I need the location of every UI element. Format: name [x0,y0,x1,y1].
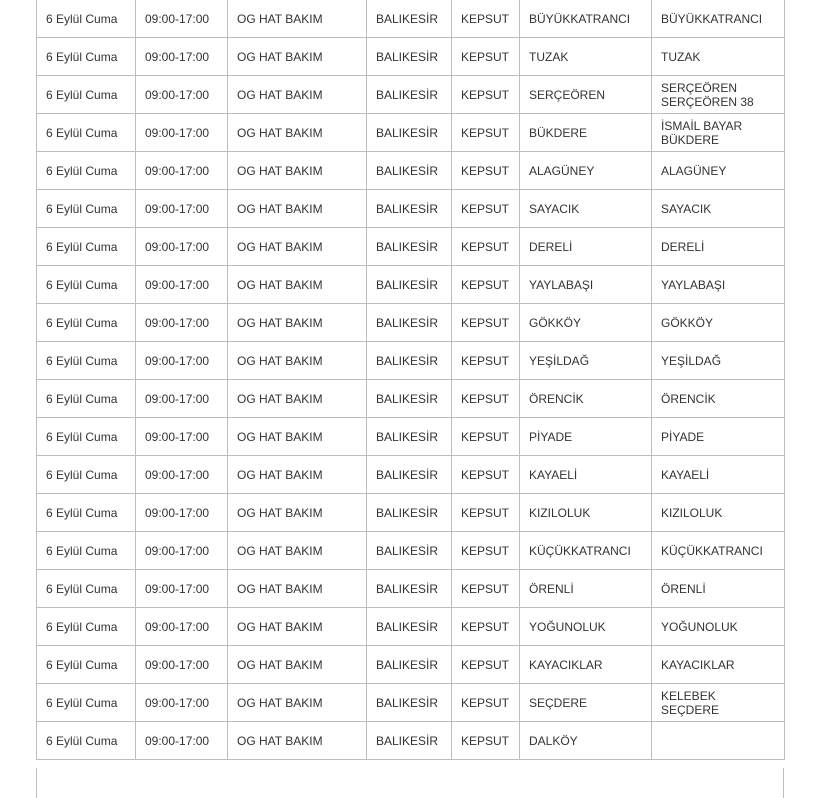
time-cell: 09:00-17:00 [136,190,228,228]
time-cell: 09:00-17:00 [136,532,228,570]
neighborhood-cell [652,494,785,532]
city-cell: BALIKESİR [367,494,452,532]
date-cell: 6 Eylül Cuma [37,380,136,418]
date-cell: 6 Eylül Cuma [37,266,136,304]
table-row [37,532,785,570]
date-cell: 6 Eylül Cuma [37,722,136,760]
date-cell: 6 Eylül Cuma [37,0,136,38]
neighborhood-name: KAYAELİ [661,467,710,482]
time-cell: 09:00-17:00 [136,38,228,76]
time-cell: 09:00-17:00 [136,418,228,456]
city-cell: BALIKESİR [367,646,452,684]
district-cell: KEPSUT [452,380,520,418]
neighborhood-name: BÜKDERE [661,132,720,147]
neighborhood-cell [652,532,785,570]
reason-cell: OG HAT BAKIM [228,114,367,152]
city-cell: BALIKESİR [367,76,452,114]
village-cell: SEÇDERE [520,684,652,722]
neighborhood-cell [652,342,785,380]
city-cell: BALIKESİR [367,114,452,152]
reason-cell: OG HAT BAKIM [228,38,367,76]
neighborhood-cell [652,684,785,722]
reason-cell: OG HAT BAKIM [228,190,367,228]
neighborhood-name: ÖRENLİ [661,581,706,596]
neighborhood-name: GÖKKÖY [661,315,714,330]
village-cell: ÖRENLİ [520,570,652,608]
date-cell: 6 Eylül Cuma [37,190,136,228]
table-row [37,722,785,760]
date-cell: 6 Eylül Cuma [37,532,136,570]
village-cell: KIZILOLUK [520,494,652,532]
table-row [37,494,785,532]
neighborhood-name: YOĞUNOLUK [661,619,738,634]
time-cell: 09:00-17:00 [136,342,228,380]
neighborhood-name: KÜÇÜKKATRANCI [661,543,763,558]
reason-cell: OG HAT BAKIM [228,228,367,266]
neighborhood-name: KAYACIKLAR [661,657,735,672]
village-cell: KÜÇÜKKATRANCI [520,532,652,570]
district-cell: KEPSUT [452,456,520,494]
city-cell: BALIKESİR [367,722,452,760]
date-cell: 6 Eylül Cuma [37,608,136,646]
city-cell: BALIKESİR [367,456,452,494]
neighborhood-name: ALAGÜNEY [661,163,727,178]
village-cell: SAYACIK [520,190,652,228]
district-cell: KEPSUT [452,684,520,722]
reason-cell: OG HAT BAKIM [228,608,367,646]
reason-cell: OG HAT BAKIM [228,0,367,38]
neighborhood-cell [652,456,785,494]
district-cell: KEPSUT [452,304,520,342]
time-cell: 09:00-17:00 [136,494,228,532]
time-cell: 09:00-17:00 [136,0,228,38]
time-cell: 09:00-17:00 [136,76,228,114]
neighborhood-name: KELEBEK [661,688,716,703]
time-cell: 09:00-17:00 [136,646,228,684]
village-cell: ALAGÜNEY [520,152,652,190]
time-cell: 09:00-17:00 [136,570,228,608]
village-cell: GÖKKÖY [520,304,652,342]
table-row [37,114,785,152]
district-cell: KEPSUT [452,152,520,190]
date-cell: 6 Eylül Cuma [37,38,136,76]
date-cell: 6 Eylül Cuma [37,152,136,190]
table-continuation [36,768,784,798]
village-cell: YAYLABAŞI [520,266,652,304]
time-cell: 09:00-17:00 [136,684,228,722]
neighborhood-name: YEŞİLDAĞ [661,353,722,368]
neighborhood-name: TUZAK [661,49,701,64]
city-cell: BALIKESİR [367,608,452,646]
reason-cell: OG HAT BAKIM [228,646,367,684]
neighborhood-cell [652,76,785,114]
city-cell: BALIKESİR [367,0,452,38]
time-cell: 09:00-17:00 [136,722,228,760]
table-row [37,684,785,722]
district-cell: KEPSUT [452,608,520,646]
neighborhood-cell [652,304,785,342]
neighborhood-cell [652,608,785,646]
city-cell: BALIKESİR [367,38,452,76]
city-cell: BALIKESİR [367,342,452,380]
neighborhood-cell [652,722,785,760]
reason-cell: OG HAT BAKIM [228,304,367,342]
neighborhood-cell [652,228,785,266]
village-cell: PİYADE [520,418,652,456]
village-cell: TUZAK [520,38,652,76]
district-cell: KEPSUT [452,0,520,38]
table-row [37,76,785,114]
date-cell: 6 Eylül Cuma [37,570,136,608]
district-cell: KEPSUT [452,418,520,456]
neighborhood-name: DERELİ [661,239,705,254]
reason-cell: OG HAT BAKIM [228,722,367,760]
district-cell: KEPSUT [452,570,520,608]
table-row [37,608,785,646]
outage-table-container [36,0,784,760]
district-cell: KEPSUT [452,532,520,570]
table-row [37,0,785,38]
date-cell: 6 Eylül Cuma [37,494,136,532]
neighborhood-cell [652,38,785,76]
table-row [37,342,785,380]
reason-cell: OG HAT BAKIM [228,494,367,532]
village-cell: DERELİ [520,228,652,266]
neighborhood-cell [652,114,785,152]
reason-cell: OG HAT BAKIM [228,570,367,608]
reason-cell: OG HAT BAKIM [228,418,367,456]
date-cell: 6 Eylül Cuma [37,456,136,494]
city-cell: BALIKESİR [367,684,452,722]
reason-cell: OG HAT BAKIM [228,684,367,722]
neighborhood-name: PİYADE [661,429,705,444]
table-row [37,646,785,684]
district-cell: KEPSUT [452,190,520,228]
neighborhood-name: KIZILOLUK [661,505,723,520]
district-cell: KEPSUT [452,722,520,760]
district-cell: KEPSUT [452,494,520,532]
district-cell: KEPSUT [452,342,520,380]
date-cell: 6 Eylül Cuma [37,76,136,114]
district-cell: KEPSUT [452,646,520,684]
neighborhood-cell [652,380,785,418]
neighborhood-name: YAYLABAŞI [661,277,726,292]
village-cell: KAYAELİ [520,456,652,494]
date-cell: 6 Eylül Cuma [37,304,136,342]
city-cell: BALIKESİR [367,266,452,304]
neighborhood-cell [652,266,785,304]
table-row [37,152,785,190]
village-cell: SERÇEÖREN [520,76,652,114]
date-cell: 6 Eylül Cuma [37,684,136,722]
neighborhood-name: SAYACIK [661,201,712,216]
city-cell: BALIKESİR [367,190,452,228]
date-cell: 6 Eylül Cuma [37,342,136,380]
neighborhood-name: SEÇDERE [661,702,720,717]
city-cell: BALIKESİR [367,570,452,608]
neighborhood-cell [652,418,785,456]
neighborhood-cell [652,0,785,38]
neighborhood-cell [652,190,785,228]
date-cell: 6 Eylül Cuma [37,114,136,152]
neighborhood-name: İSMAİL BAYAR [661,118,743,133]
neighborhood-name: BÜYÜKKATRANCI [661,11,763,26]
village-cell: BÜYÜKKATRANCI [520,0,652,38]
table-row [37,38,785,76]
reason-cell: OG HAT BAKIM [228,380,367,418]
date-cell: 6 Eylül Cuma [37,418,136,456]
village-cell: DALKÖY [520,722,652,760]
village-cell: ÖRENCİK [520,380,652,418]
district-cell: KEPSUT [452,114,520,152]
reason-cell: OG HAT BAKIM [228,266,367,304]
district-cell: KEPSUT [452,228,520,266]
village-cell: YEŞİLDAĞ [520,342,652,380]
table-row [37,228,785,266]
table-row [37,380,785,418]
city-cell: BALIKESİR [367,152,452,190]
date-cell: 6 Eylül Cuma [37,228,136,266]
table-row [37,456,785,494]
neighborhood-cell [652,570,785,608]
city-cell: BALIKESİR [367,418,452,456]
village-cell: YOĞUNOLUK [520,608,652,646]
outage-table [36,0,785,760]
neighborhood-name: ÖRENCİK [661,391,716,406]
city-cell: BALIKESİR [367,380,452,418]
table-row [37,304,785,342]
reason-cell: OG HAT BAKIM [228,532,367,570]
time-cell: 09:00-17:00 [136,152,228,190]
reason-cell: OG HAT BAKIM [228,342,367,380]
neighborhood-name: SERÇEÖREN [661,80,738,95]
city-cell: BALIKESİR [367,532,452,570]
time-cell: 09:00-17:00 [136,456,228,494]
time-cell: 09:00-17:00 [136,228,228,266]
table-row [37,570,785,608]
table-row [37,418,785,456]
city-cell: BALIKESİR [367,228,452,266]
outage-table-body [37,0,785,760]
table-row [37,190,785,228]
village-cell: BÜKDERE [520,114,652,152]
city-cell: BALIKESİR [367,304,452,342]
time-cell: 09:00-17:00 [136,114,228,152]
reason-cell: OG HAT BAKIM [228,456,367,494]
reason-cell: OG HAT BAKIM [228,76,367,114]
neighborhood-name: SERÇEÖREN 38 [661,94,754,109]
time-cell: 09:00-17:00 [136,380,228,418]
reason-cell: OG HAT BAKIM [228,152,367,190]
neighborhood-cell [652,646,785,684]
neighborhood-cell [652,152,785,190]
time-cell: 09:00-17:00 [136,608,228,646]
date-cell: 6 Eylül Cuma [37,646,136,684]
time-cell: 09:00-17:00 [136,266,228,304]
village-cell: KAYACIKLAR [520,646,652,684]
table-row [37,266,785,304]
time-cell: 09:00-17:00 [136,304,228,342]
district-cell: KEPSUT [452,38,520,76]
district-cell: KEPSUT [452,266,520,304]
district-cell: KEPSUT [452,76,520,114]
